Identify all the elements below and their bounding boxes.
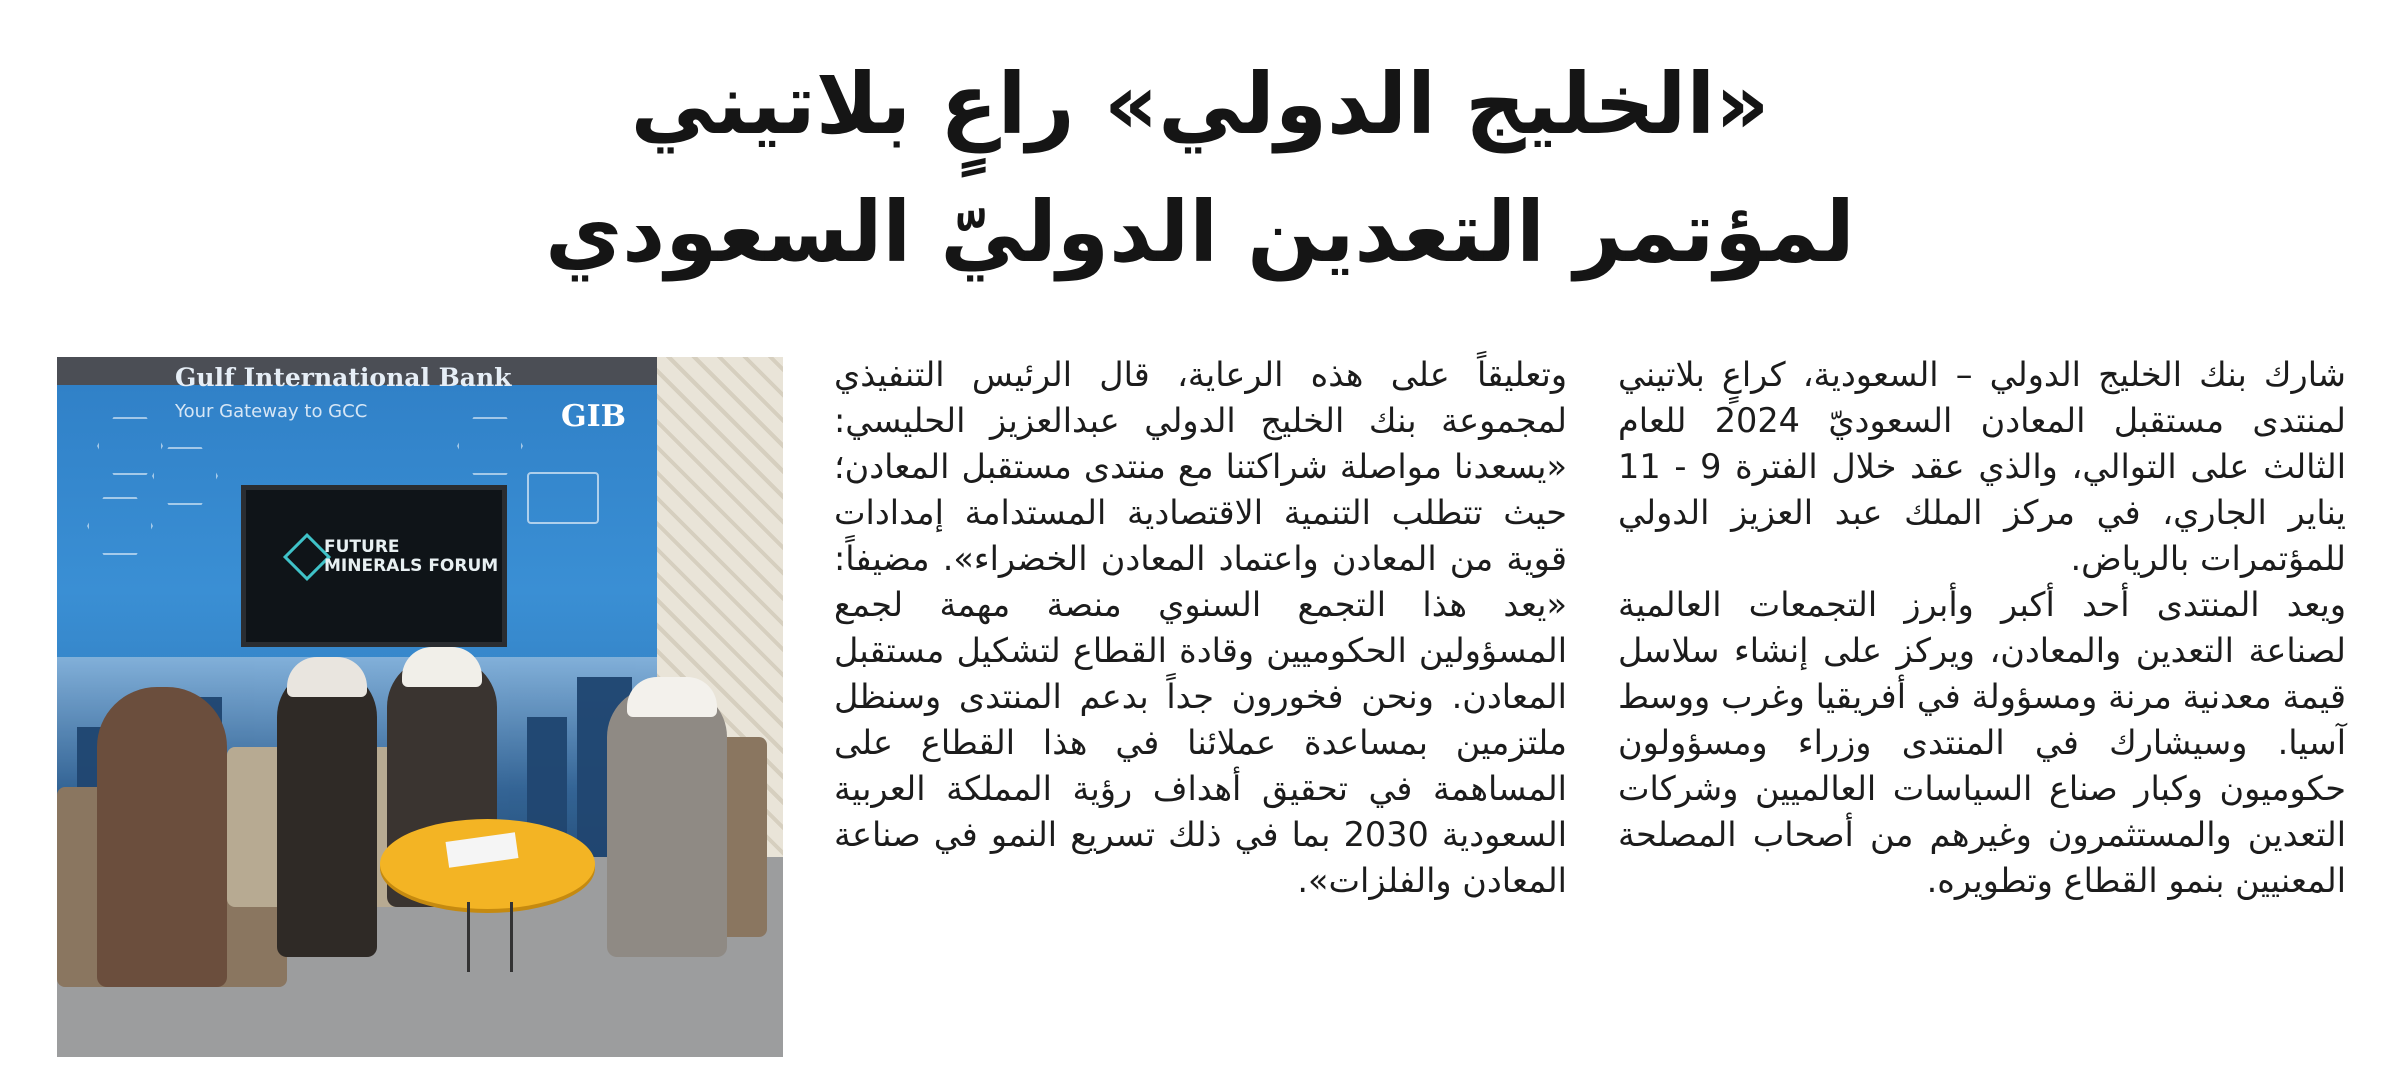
paragraph: شارك بنك الخليج الدولي – السعودية، كراعٍ بلاتيني لمنتدى مستقبل المعادن السعوديّ 2024 للعام الثالث على التوالي، والذي عقد خلال الفترة 9 - 11 يناير الجاري، في مركز الملك عبد العزيز الدولي للمؤتمرات بالرياض.: [1618, 355, 2347, 578]
gib-logo: GIB: [561, 399, 627, 434]
article-column-right: [1618, 352, 2346, 904]
table-base: [467, 902, 513, 972]
person: [277, 667, 377, 957]
headline-line-1: «الخليج الدولي» راعٍ بلاتيني: [630, 55, 1770, 153]
tv-screen-text: FUTURE MINERALS FORUM: [324, 537, 499, 576]
hexagon-icon: [457, 417, 523, 475]
hexagon-icon: [87, 497, 153, 555]
hexagon-icon: [97, 417, 163, 475]
paragraph: ويعد المنتدى أحد أكبر وأبرز التجمعات العالمية لصناعة التعدين والمعادن، ويركز على إنشاء سلاسل قيمة معدنية مرنة ومسؤولة في أفريقيا وغرب ووسط آسيا. وسيشارك في المنتدى وزراء ومسؤولون حكوميون وكبار صناع السياسات العالميين وشركات التعدين والمستثمرون وغيرهم من أصحاب المصلحة المعنيين بنمو القطاع وتطويره.: [1618, 585, 2346, 900]
monitor-icon: [527, 472, 599, 524]
paragraph: وتعليقاً على هذه الرعاية، قال الرئيس التنفيذي لمجموعة بنك الخليج الدولي عبدالعزيز الحليسي: «يسعدنا مواصلة شراكتنا مع منتدى مستقبل المعادن؛ حيث تتطلب التنمية الاقتصادية المستدامة إمدادات قوية من المعادن واعتماد المعادن الخضراء». مضيفاً: «يعد هذا التجمع السنوي منصة مهمة لجمع المسؤولين الحكوميين وقادة القطاع لتشكيل مستقبل المعادن. ونحن فخورون جداً بدعم المنتدى وسنظل ملتزمين بمساعدة عملائنا في هذا القطاع على المساهمة في تحقيق أهداف رؤية المملكة العربية السعودية 2030 بما في ذلك تسريع النمو في صناعة المعادن والفلزات».: [834, 355, 1567, 900]
person: [287, 657, 367, 697]
bank-tagline: Your Gateway to GCC: [175, 401, 368, 422]
tv-screen: [241, 485, 507, 647]
person: [627, 677, 717, 717]
bank-name-sign: Gulf International Bank: [175, 363, 512, 392]
article-column-middle: [834, 352, 1567, 904]
headline: [300, 40, 2100, 296]
article-photo: [57, 357, 783, 1057]
person: [97, 687, 227, 987]
person: [402, 647, 482, 687]
hexagon-icon: [152, 447, 218, 505]
headline-line-2: لمؤتمر التعدين الدوليّ السعودي: [545, 183, 1855, 281]
person: [607, 687, 727, 957]
coffee-table: [380, 819, 595, 909]
